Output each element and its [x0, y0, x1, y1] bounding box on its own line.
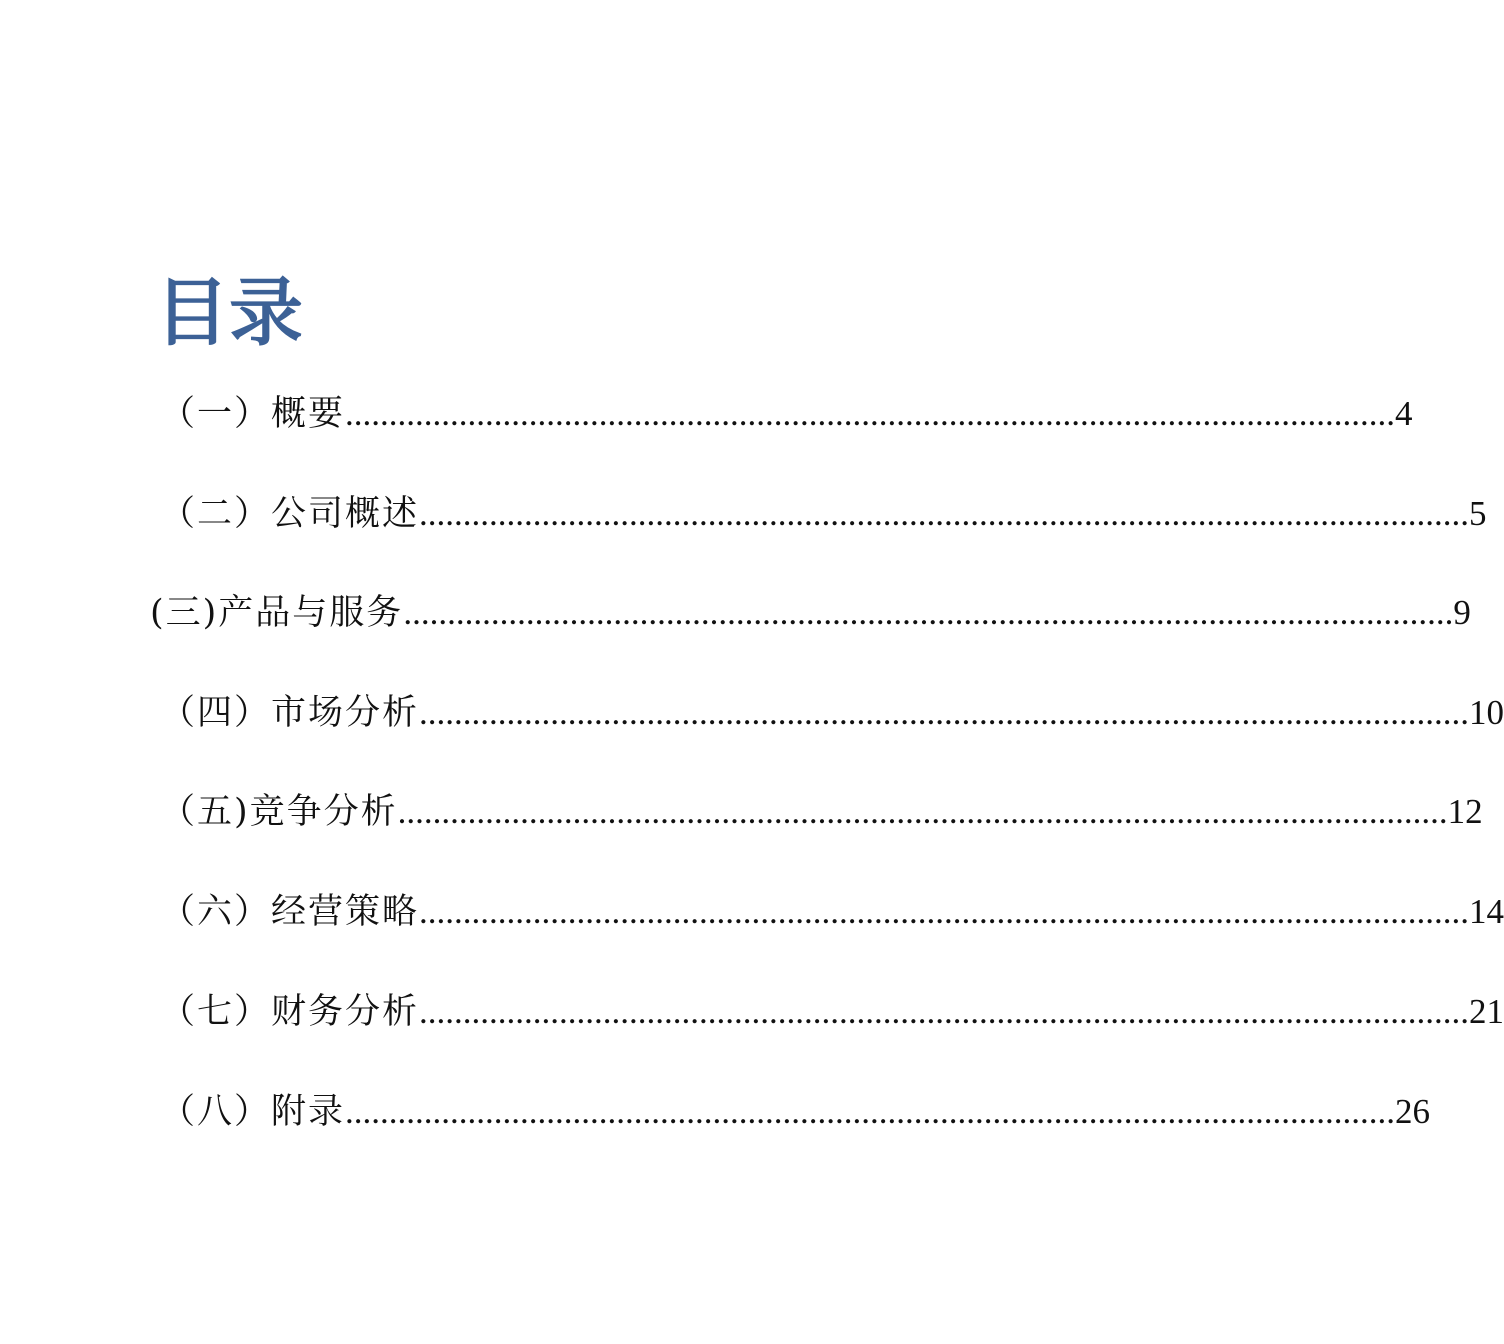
toc-page-number: 4 [1395, 394, 1413, 433]
toc-page-number: 21 [1469, 992, 1504, 1031]
toc-page-number: 14 [1469, 892, 1504, 931]
toc-entry-label: （二）公司概述 [160, 494, 420, 534]
toc-page-number: 5 [1469, 494, 1487, 533]
toc-entry-label: （七）财务分析 [160, 992, 420, 1032]
toc-page-number: 9 [1453, 593, 1471, 632]
toc-page-number: 10 [1469, 693, 1504, 732]
toc-leader-dots: ........................................................................................................................ [345, 1092, 1396, 1131]
toc-title: 目录 [155, 270, 303, 356]
toc-entry-label: （六）经营策略 [160, 892, 420, 932]
toc-leader-dots: ........................................................................................................................ [403, 593, 1454, 632]
toc-entry[interactable] [150, 591, 1471, 635]
toc-entry-label: （八）附录 [160, 1092, 346, 1132]
toc-entry[interactable] [160, 790, 1483, 834]
toc-entry-label: （四）市场分析 [160, 693, 420, 733]
toc-leader-dots: ........................................................................................................................ [397, 792, 1448, 831]
toc-entry[interactable] [160, 890, 1504, 934]
toc-entry-label: （一）概要 [160, 394, 346, 434]
toc-entry[interactable] [160, 990, 1504, 1034]
toc-page-number: 12 [1447, 792, 1483, 831]
toc-leader-dots: ........................................................................................................................ [419, 494, 1470, 533]
toc-entry[interactable] [160, 1090, 1431, 1134]
toc-entry[interactable] [160, 691, 1504, 735]
toc-leader-dots: ........................................................................................................................ [419, 992, 1470, 1031]
toc-entry-label: (三)产品与服务 [150, 593, 404, 633]
toc-leader-dots: ........................................................................................................................ [419, 892, 1470, 931]
toc-entry-label: （五)竞争分析 [160, 792, 398, 832]
toc-entry[interactable] [160, 392, 1413, 436]
toc-leader-dots: ........................................................................................................................ [345, 394, 1396, 433]
toc-page-number: 26 [1395, 1092, 1431, 1131]
toc-entry[interactable] [160, 492, 1487, 536]
toc-leader-dots: ........................................................................................................................ [419, 693, 1470, 732]
